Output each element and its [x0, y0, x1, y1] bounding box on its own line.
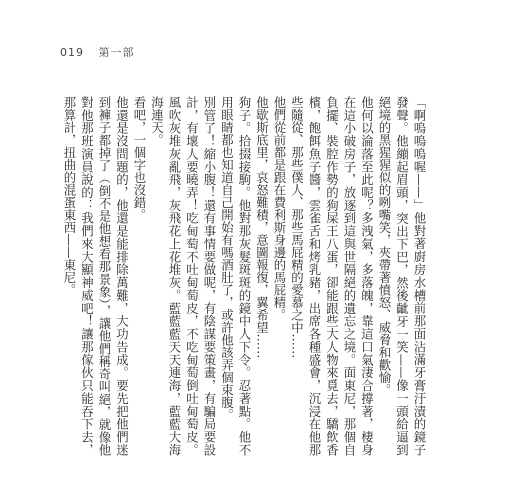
paragraph-8: 他還是沒問題的，他還是能排除萬難，大功告成。要先把他們迷到褲子都掉了（倒不是他想看那景象），讓他們稱奇叫絕，就像他對他那班演員說的：我們來大顯神威吧！讓那傢伙只能吞下去，那算計，扭曲的混蛋東西——東尼。: [62, 96, 130, 456]
paragraph-1: 「啊嗚嗚嗚喔——」他對著廚房水槽前那面沾滿牙膏汙漬的鏡子發聲。他繃起眉頭，突出下巴，然後齜牙一笑——像一頭給逼到絕境的黑猩猩似的咧嘴笑，夾帶著憤怒、威脅和歡愉。: [377, 96, 427, 456]
vertical-text-body: [62, 96, 428, 456]
paragraph-3: 他們從前都是跟在費利斯身邊的馬屁精。: [272, 96, 287, 321]
paragraph-6: 別管了！縮小腹！還有事情要做呢，有陰謀要策畫，有騙局要設計，有壞人要曉弄！吃甸萄不吐甸萄皮，不吃甸萄倒吐甸萄皮。風吹灰堆灰亂飛，灰飛花上花堆灰。藍藍藍天天連海，藍藍大海海連天。: [149, 96, 217, 456]
section-title: 第一部: [98, 46, 135, 59]
paragraph-4: 他歇斯底里，哀怒難積，意圖報復，翼希望……: [254, 96, 270, 359]
page-number: 019: [60, 46, 84, 59]
running-head: [60, 44, 145, 60]
paragraph-5: 狗子。拾掇接駒。他對那灰髮斑斑的鏡中人下令。忍著點。他不用眼睛都也知道自己開始有嗎酒肚了，或許他該弄個束腹。: [219, 96, 252, 456]
paragraph-2: 他何以淪落至此呢？多洩氣，多落魄，靠這口氣淒合撐著，棲身在這小破房子，放逐到這與世隔絕的遺忘之境。面東尼，那個自負擺、裝腔作勢的狗屎王八蛋，卻能跟些大人物來覓去，驕飲香檳，飽餌魚子醬，雲雀舌和烤乳豬，出席各種盛會，沉浸在他那些隨從、那些僕人、那些馬屁精的愛慕之中……: [289, 96, 375, 456]
paragraph-7: 看吧，一個字也沒錯。: [132, 96, 147, 221]
